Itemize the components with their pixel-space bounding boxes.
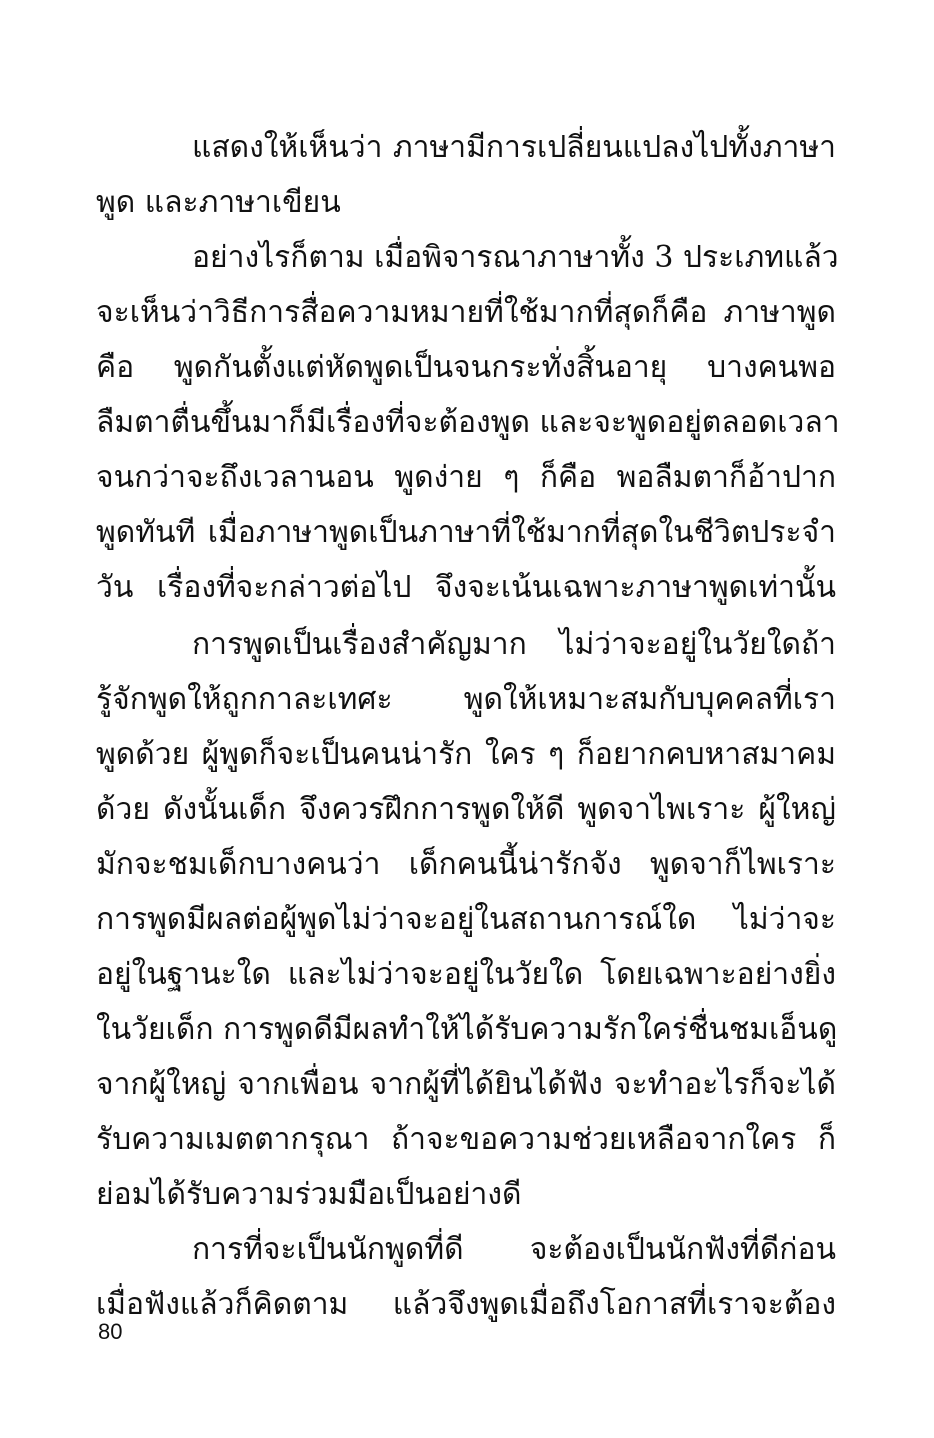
paragraph-1-line-1: แสดงให้เห็นว่า ภาษามีการเปลี่ยนแปลงไปทั้งภาษา (192, 130, 836, 165)
paragraph-1-line-2: พูด และภาษาเขียน (96, 185, 341, 220)
text-body-lower (96, 617, 836, 1332)
paragraph-3-line-10: รับความเมตตากรุณา ถ้าจะขอความช่วยเหลือจากใคร ก็ (96, 1122, 836, 1157)
paragraph-3-line-1: การพูดเป็นเรื่องสำคัญมาก ไม่ว่าจะอยู่ในวัยใดถ้า (192, 627, 836, 662)
paragraph-2-line-3: คือ พูดกันตั้งแต่หัดพูดเป็นจนกระทั่งสิ้นอายุ บางคนพอ (96, 350, 836, 385)
paragraph-3-line-3: พูดด้วย ผู้พูดก็จะเป็นคนน่ารัก ใคร ๆ ก็อยากคบหาสมาคม (96, 737, 836, 772)
paragraph-3-line-4: ด้วย ดังนั้นเด็ก จึงควรฝึกการพูดให้ดี พูดจาไพเราะ ผู้ใหญ่ (96, 792, 836, 827)
paragraph-2-line-1: อย่างไรก็ตาม เมื่อพิจารณาภาษาทั้ง 3 ประเภทแล้ว (192, 240, 839, 275)
paragraph-2-line-6: พูดทันที เมื่อภาษาพูดเป็นภาษาที่ใช้มากที่สุดในชีวิตประจำ (96, 515, 836, 550)
paragraph-4-line-1: การที่จะเป็นนักพูดที่ดี จะต้องเป็นนักฟังที่ดีก่อน (192, 1232, 836, 1267)
paragraph-4-line-2: เมื่อฟังแล้วก็คิดตาม แล้วจึงพูดเมื่อถึงโอกาสที่เราจะต้อง (96, 1287, 836, 1322)
paragraph-3-line-9: จากผู้ใหญ่ จากเพื่อน จากผู้ที่ได้ยินได้ฟัง จะทำอะไรก็จะได้ (96, 1067, 836, 1102)
paragraph-3-line-5: มักจะชมเด็กบางคนว่า เด็กคนนี้น่ารักจัง พูดจาก็ไพเราะ (96, 847, 836, 882)
paragraph-2-line-4: ลืมตาตื่นขึ้นมาก็มีเรื่องที่จะต้องพูด และจะพูดอยู่ตลอดเวลา (96, 405, 840, 440)
paragraph-2-line-7: วัน เรื่องที่จะกล่าวต่อไป จึงจะเน้นเฉพาะภาษาพูดเท่านั้น (96, 570, 836, 605)
page-number: 80 (98, 1319, 123, 1344)
text-body-upper (96, 120, 840, 615)
paragraph-2-line-2: จะเห็นว่าวิธีการสื่อความหมายที่ใช้มากที่สุดก็คือ ภาษาพูด (96, 295, 836, 330)
paragraph-3-line-2: รู้จักพูดให้ถูกกาละเทศะ พูดให้เหมาะสมกับบุคคลที่เรา (96, 682, 836, 717)
paragraph-3-line-6: การพูดมีผลต่อผู้พูดไม่ว่าจะอยู่ในสถานการณ์ใด ไม่ว่าจะ (96, 902, 836, 937)
paragraph-3-line-7: อยู่ในฐานะใด และไม่ว่าจะอยู่ในวัยใด โดยเฉพาะอย่างยิ่ง (96, 957, 836, 992)
paragraph-2-line-5: จนกว่าจะถึงเวลานอน พูดง่าย ๆ ก็คือ พอลืมตาก็อ้าปาก (96, 460, 836, 495)
paragraph-3-line-11: ย่อมได้รับความร่วมมือเป็นอย่างดี (96, 1177, 522, 1212)
paragraph-3-line-8: ในวัยเด็ก การพูดดีมีผลทำให้ได้รับความรักใคร่ชื่นชมเอ็นดู (96, 1012, 838, 1047)
